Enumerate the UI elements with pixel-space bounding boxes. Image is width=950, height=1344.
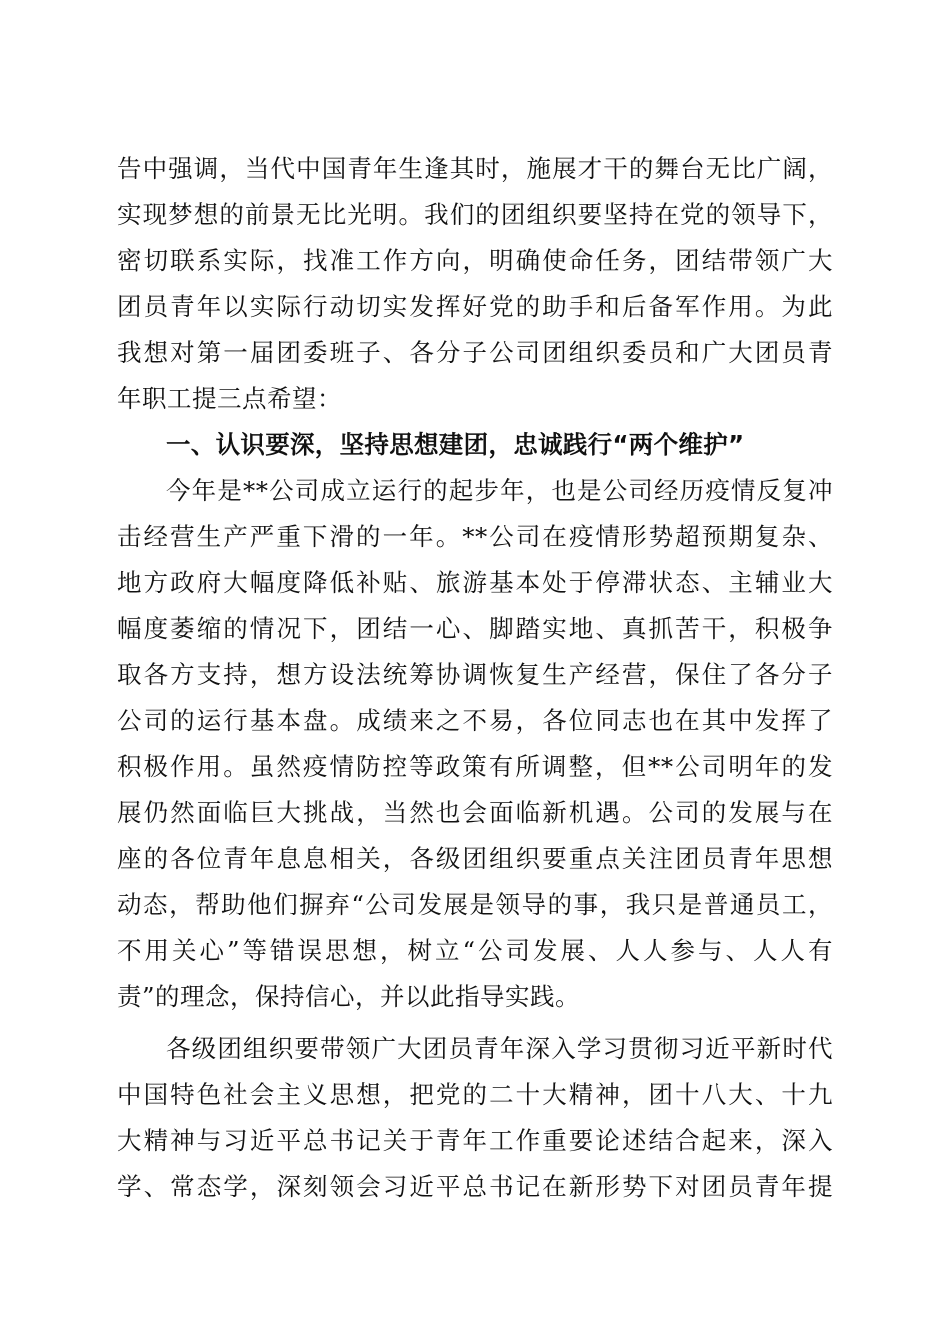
text-line: 实现梦想的前景无比光明。我们的团组织要坚持在党的领导下，	[117, 200, 833, 229]
text-line: 责”的理念，保持信心，并以此指导实践。	[117, 982, 581, 1011]
text-line: 团员青年以实际行动切实发挥好党的助手和后备军作用。为此	[117, 292, 833, 321]
text-line: 动态，帮助他们摒弃“公司发展是领导的事，我只是普通员工，	[117, 890, 833, 919]
text-line: 中国特色社会主义思想，把党的二十大精神，团十八大、十九	[117, 1080, 833, 1109]
text-line: 展仍然面临巨大挑战，当然也会面临新机遇。公司的发展与在	[117, 798, 833, 827]
text-line: 取各方支持，想方设法统筹协调恢复生产经营，保住了各分子	[117, 660, 833, 689]
text-line: 地方政府大幅度降低补贴、旅游基本处于停滞状态、主辅业大	[117, 568, 833, 597]
paragraph-continuation	[117, 146, 833, 422]
document-body	[117, 146, 833, 1210]
section-heading-text: 一、认识要深，坚持思想建团，忠诚践行“两个维护”	[166, 430, 745, 459]
text-line: 学、常态学，深刻领会习近平总书记在新形势下对团员青年提	[117, 1172, 833, 1201]
paragraph-body	[117, 468, 833, 1020]
text-line: 年职工提三点希望：	[117, 384, 342, 413]
text-line: 座的各位青年息息相关，各级团组织要重点关注团员青年思想	[117, 844, 833, 873]
text-line: 我想对第一届团委班子、各分子公司团组织委员和广大团员青	[117, 338, 833, 367]
text-line: 击经营生产严重下滑的一年。**公司在疫情形势超预期复杂、	[117, 522, 833, 551]
text-line: 告中强调，当代中国青年生逢其时，施展才干的舞台无比广阔，	[117, 154, 833, 183]
text-line: 各级团组织要带领广大团员青年深入学习贯彻习近平新时代	[166, 1034, 833, 1063]
text-line: 积极作用。虽然疫情防控等政策有所调整，但**公司明年的发	[117, 752, 833, 781]
paragraph-body	[117, 1026, 833, 1210]
text-line: 今年是**公司成立运行的起步年，也是公司经历疫情反复冲	[166, 476, 833, 505]
text-line: 不用关心”等错误思想，树立“公司发展、人人参与、人人有	[117, 936, 833, 965]
text-line: 公司的运行基本盘。成绩来之不易，各位同志也在其中发挥了	[117, 706, 833, 735]
text-line: 密切联系实际，找准工作方向，明确使命任务，团结带领广大	[117, 246, 833, 275]
section-heading	[117, 422, 833, 468]
text-line: 大精神与习近平总书记关于青年工作重要论述结合起来，深入	[117, 1126, 833, 1155]
text-line: 幅度萎缩的情况下，团结一心、脚踏实地、真抓苦干，积极争	[117, 614, 833, 643]
